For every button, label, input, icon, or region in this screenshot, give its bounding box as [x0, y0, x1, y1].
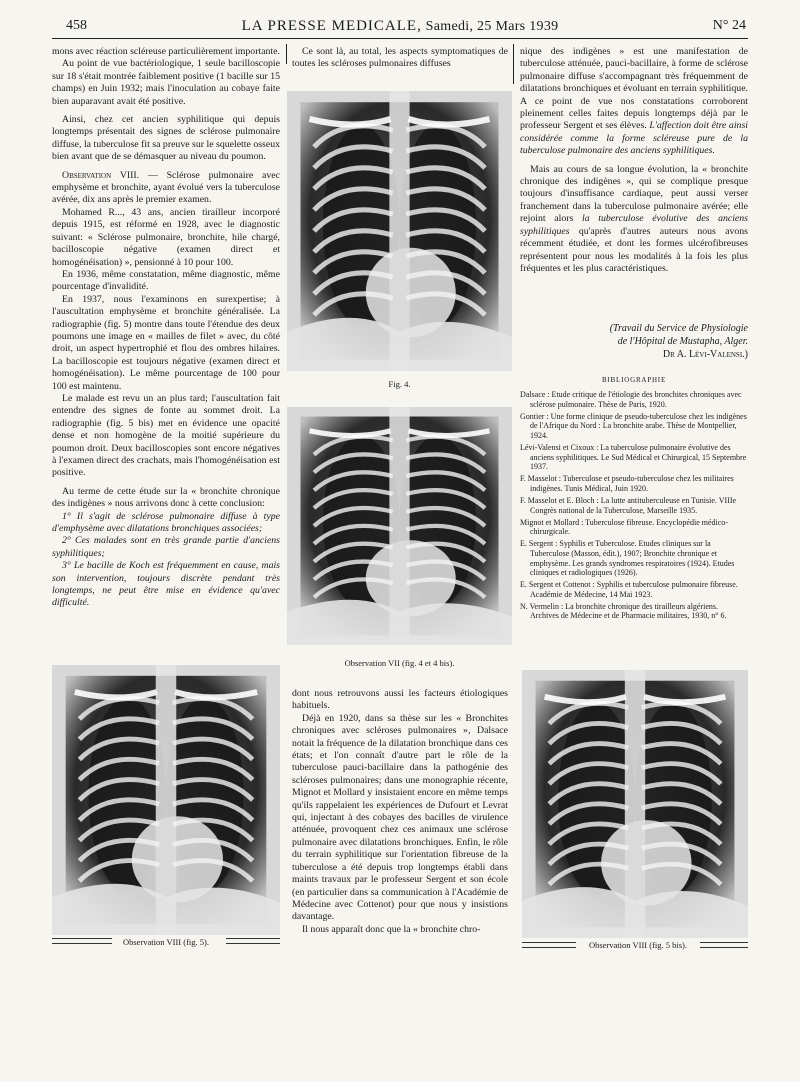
issue-number: N° 24: [712, 18, 746, 33]
bibliography-entry: Lévi-Valensi et Cixoux : La tuberculose pulmonaire évolutive des anciens syphilitiques. Le Sud Médical et Chirurgical, 15 Septembre 1937.: [520, 442, 747, 472]
paragraph: En 1936, même constatation, même diagnostic, même pourcentage d'invalidité.: [52, 268, 280, 293]
signature-line: [520, 335, 748, 348]
caption-rule: [522, 942, 576, 948]
bibliography: [520, 390, 748, 624]
bibliography-entry: Dalsace : Etude critique de l'étiologie des bronchites chroniques avec sclérose pulmonaire. Thèse de Paris, 1920.: [520, 390, 742, 409]
radiograph-fig-5: [52, 665, 280, 935]
conclusion-item: [52, 535, 280, 560]
journal-title: [52, 18, 748, 35]
paragraph: Le malade est revu un an plus tard; l'auscultation fait entendre des signes de fonte au sommet droit. La radiographie (fig. 5 bis) met en évidence une opacité dense et non homogène de la moitié supérieure du poumon droit. Deux bacilloscopies sont encore négatives à l'examen direct des crachats, mais l'homogénéisation est positive.: [52, 392, 280, 479]
conclusion-item: [52, 560, 280, 610]
signature-author: Dr A. Lévi-Valensi.): [662, 349, 748, 360]
conclusion-text: 3° Le bacille de Koch est fréquemment en cause, mais son intervention, toujours discrète pendant très longtemps, ne peut être mise en évidence qu'avec difficulté.: [52, 560, 280, 609]
bibliography-title: BIBLIOGRAPHIE: [601, 376, 667, 384]
bibliography-entry: Gontier : Une forme clinique de pseudo-tuberculose chez les indigènes de l'Afrique du Nord : La bronchite arabe. Thèse de Montpellier, 1924.: [520, 411, 747, 440]
bibliography-entry: E. Sergent : Syphilis et Tuberculose. Etudes cliniques sur la Tuberculose (Masson, édit.), 1907; Bronchite chronique et emphysème. Les grands syndromes respiratoires (1924). Etudes cliniques et radiologiques (1926).: [520, 539, 735, 578]
radiograph-fig-4-bis: [287, 407, 512, 645]
paragraph: Mohamed R..., 43 ans, ancien tirailleur incorporé depuis 1915, est réformé en 1928, avec le diagnostic suivant: « Sclérose pulmonaire, bronchite, hile chargé, bacilloscopie négative (examen direct et homogénéisation) », pensionné à 10 pour 100.: [52, 206, 280, 268]
issue-date: Samedi, 25 Mars 1939: [425, 19, 559, 34]
column-1: [52, 46, 280, 658]
paragraph: En 1937, nous l'examinons en surexpertise; à l'auscultation emphysème et bronchite généralisée. La radiographie (fig. 5) montre dans toute l'étendue des deux poumons une image en « mailles de filet » avec, du côté droit, un aspect hypertrophié et flou des ombres hilaires. La bacilloscopie est toujours négative (examen direct et homogénéisation). Le même pourcentage de 100 pour 100 est maintenu.: [52, 293, 280, 392]
page-header: [52, 16, 748, 36]
figure-caption: Observation VIII (fig. 5 bis).: [588, 940, 688, 950]
author-signature: [520, 322, 748, 361]
paragraph: Ce sont là, au total, les aspects symptomatiques de toutes les scléroses pulmonaires diffuses: [292, 46, 508, 70]
paragraph: Au terme de cette étude sur la « bronchite chronique des indigènes » nous arrivons donc à cette conclusion:: [52, 485, 280, 510]
paragraph-text: Mais au cours de sa longue évolution, la « bronchite chronique des indigènes », qui se complique presque toujours d'insuffisance cardiaque, peut aussi verser franchement dans la tuberculose pulmonaire avérée; elle rejoint alors: [520, 163, 748, 225]
paragraph: Déjà en 1920, dans sa thèse sur les « Bronchites chroniques avec scléroses pulmonaires », Dalsace notait la fréquence de la dilatation bronchique dans ces états; et l'on connaît d'autre part le rôle de la tuberculose pauci-bacillaire dans la pathogénie des scléroses pulmonaires; dans une monographie récente, Mignot et Mollard y insistaient encore en même temps qu'ils rappelaient les expériences de Dufourt et Levrat qui, injectant à des cobayes des bacilles de virulence atténuée, provoquent chez ces animaux une sclérose pulmonaire avec dilatations bronchiques. Enfin, le rôle du terrain syphilitique sur l'orientation fibreuse de la tuberculose a été depuis trop longtemps établi dans maints travaux par le professeur Sergent et son école (en particulier dans sa communication à l'Académie de Médecine avec Cottenot) pour que nous y insistions davantage.: [292, 712, 508, 923]
column-divider: [513, 44, 514, 84]
observation-heading: [52, 170, 280, 207]
bibliography-entry: Mignot et Mollard : Tuberculose fibreuse. Encyclopédie médico-chirurgicale.: [520, 517, 728, 537]
paragraph: Ainsi, chez cet ancien syphilitique qui depuis longtemps présentait des signes de sclérose pulmonaire diffuse, la tuberculose fit sa preuve sur le squelette osseux bien avant que de se démasquer au niveau du poumon.: [52, 114, 280, 163]
column-2-top: [292, 46, 508, 76]
signature-text: de l'Hôpital de Mustapha, Alger.: [617, 336, 748, 347]
bibliography-entry: F. Masselot : Tuberculose et pseudo-tuberculose chez les militaires indigènes. Tunis Médical, Juin 1920.: [520, 474, 734, 493]
emphasis-text: L'affection doit être ainsi considérée comme la forme scléreuse pure de la tuberculose pulmonaire des anciens syphilitiques.: [520, 120, 748, 157]
paragraph-text: nique des indigènes » est une manifestation de tuberculose atténuée, pauci-bacillaire, à forme de sclérose pulmonaire diffuse s'accompagnant très fréquemment de dilatations bronchiques et évoluant en terrain syphilitique. A ce point de vue nos constatations corroborent pleinement celles faites depuis longtemps déjà par le professeur Sergent et ses élèves.: [520, 46, 748, 132]
signature-line: [520, 348, 748, 361]
bibliography-entry: F. Masselot et E. Bloch : La lutte antituberculeuse en Tunisie. VIIIe Congrès national de la Tuberculose, Marseille 1935.: [520, 495, 737, 515]
conclusion-text: 2° Ces malades sont en très grande partie d'anciens syphilitiques;: [52, 535, 280, 559]
figure-caption: Observation VIII (fig. 5).: [122, 937, 209, 947]
figure-caption: Observation VII (fig. 4 et 4 bis).: [344, 658, 455, 668]
radiograph-fig-5-bis: [522, 670, 748, 938]
signature-text: (Travail du Service de Physiologie: [609, 323, 748, 334]
paragraph: [520, 46, 748, 158]
paragraph: mons avec réaction scléreuse particulièrement importante.: [52, 46, 280, 57]
column-3: [520, 46, 748, 314]
radiograph-fig-4: [287, 91, 512, 371]
bibliography-entry: E. Sergent et Cottenot : Syphilis et tuberculose pulmonaire fibreuse. Académie de Médecine, 14 Mai 1923.: [520, 580, 738, 599]
paragraph: dont nous retrouvons aussi les facteurs étiologiques habituels.: [292, 688, 508, 712]
paragraph-text: qu'après d'autres auteurs nous avons récemment étudiée, et dont les formes ulcérofibreuses représentent pour nous les modalités à la fois les plus fréquentes et les plus caractéristiques.: [520, 225, 748, 274]
header-rule: [52, 38, 748, 39]
paragraph: Il nous apparaît donc que la « bronchite chro-: [302, 923, 481, 935]
caption-rule: [226, 938, 280, 944]
observation-title: — Sclérose pulmonaire avec emphysème et bronchite, ayant évolué vers la tuberculose avérée, dix ans après le premier examen.: [52, 169, 280, 206]
signature-line: [520, 322, 748, 335]
observation-label: Observation VIII.: [62, 169, 140, 181]
bibliography-entry: N. Vermelin : La bronchite chronique des tirailleurs algériens. Archives de Médecine et de Pharmacie militaires, 1930, n° 6.: [520, 601, 727, 621]
figure-caption: Fig. 4.: [388, 379, 411, 389]
emphasis-text: la tuberculose évolutive des anciens syphilitiques: [520, 213, 748, 237]
conclusion-item: [52, 511, 280, 536]
paragraph: [520, 164, 748, 276]
journal-name: LA PRESSE MEDICALE,: [241, 18, 422, 34]
caption-rule: [700, 942, 748, 948]
column-2-bottom: [292, 688, 508, 1060]
column-divider: [286, 44, 287, 64]
conclusion-text: 1° Il s'agit de sclérose pulmonaire diffuse à type d'emphysème avec dilatations bronchiques associées;: [52, 510, 280, 535]
page-number: 458: [66, 18, 87, 33]
paragraph: Au point de vue bactériologique, 1 seule bacilloscopie sur 18 s'était montrée faiblement positive (1 bacille sur 15 champs) en Juin 1932; mais l'inoculation au cobaye faite bien auparavant avait été positive.: [52, 58, 280, 107]
